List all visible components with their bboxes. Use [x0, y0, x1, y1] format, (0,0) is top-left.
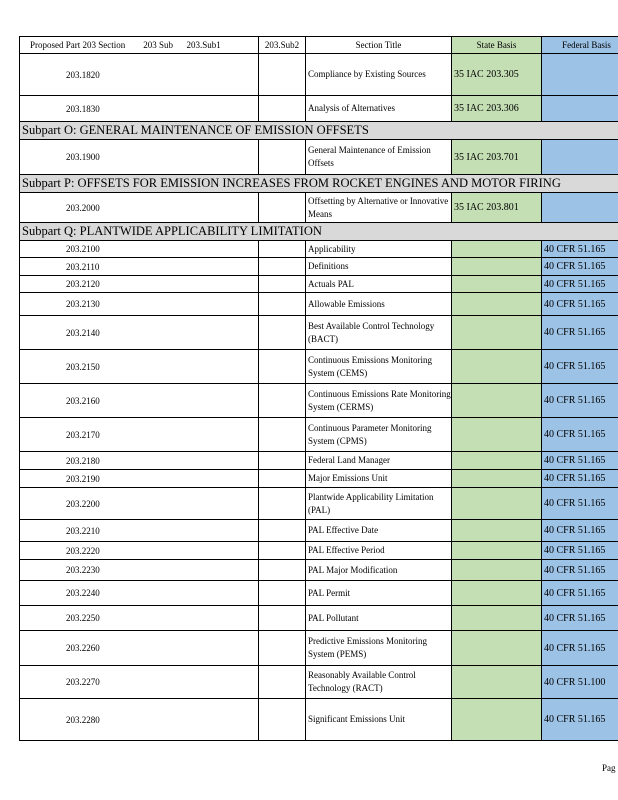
sub2-cell [259, 699, 306, 741]
section-number: 203.2280 [20, 699, 259, 741]
table-row [20, 488, 618, 520]
section-number: 203.2000 [20, 193, 259, 223]
federal-basis: 40 CFR 51.165 [542, 350, 618, 384]
table-row [20, 293, 618, 316]
sub2-cell [259, 606, 306, 631]
section-title: PAL Effective Period [306, 542, 452, 560]
state-basis [452, 520, 542, 542]
section-number: 203.2160 [20, 384, 259, 418]
state-basis [452, 241, 542, 258]
section-title: PAL Pollutant [306, 606, 452, 631]
header-federal-basis: Federal Basis [542, 37, 618, 54]
sub2-cell [259, 631, 306, 666]
table-row [20, 606, 618, 631]
section-number: 203.2110 [20, 258, 259, 276]
sub2-cell [259, 470, 306, 488]
section-title: Allowable Emissions [306, 293, 452, 316]
federal-basis: 40 CFR 51.165 [542, 488, 618, 520]
header-row [20, 37, 618, 54]
section-title: Plantwide Applicability Limitation (PAL) [306, 488, 452, 520]
section-number: 203.2190 [20, 470, 259, 488]
sub2-cell [259, 96, 306, 122]
federal-basis: 40 CFR 51.165 [542, 560, 618, 581]
sub2-cell [259, 316, 306, 350]
federal-basis: 40 CFR 51.165 [542, 241, 618, 258]
federal-basis: 40 CFR 51.165 [542, 699, 618, 741]
sub2-cell [259, 581, 306, 606]
table-row [20, 258, 618, 276]
section-number: 203.1830 [20, 96, 259, 122]
section-number: 203.2100 [20, 241, 259, 258]
sub2-cell [259, 452, 306, 470]
section-number: 203.2200 [20, 488, 259, 520]
section-number: 203.1900 [20, 140, 259, 175]
section-number: 203.2140 [20, 316, 259, 350]
section-number: 203.2210 [20, 520, 259, 542]
federal-basis [542, 193, 618, 223]
state-basis [452, 293, 542, 316]
table-row [20, 452, 618, 470]
state-basis [452, 631, 542, 666]
sub2-cell [259, 542, 306, 560]
table-row [20, 384, 618, 418]
federal-basis: 40 CFR 51.165 [542, 418, 618, 452]
section-title: Continuous Parameter Monitoring System (CPMS) [306, 418, 452, 452]
page-label: Pag [602, 763, 616, 773]
table-row [20, 54, 618, 96]
section-title: Analysis of Alternatives [306, 96, 452, 122]
section-title: Continuous Emissions Monitoring System (CEMS) [306, 350, 452, 384]
federal-basis: 40 CFR 51.165 [542, 452, 618, 470]
section-title: Federal Land Manager [306, 452, 452, 470]
federal-basis: 40 CFR 51.165 [542, 520, 618, 542]
section-number: 203.2240 [20, 581, 259, 606]
federal-basis [542, 140, 618, 175]
state-basis [452, 470, 542, 488]
header-state-basis: State Basis [452, 37, 542, 54]
federal-basis: 40 CFR 51.165 [542, 276, 618, 293]
subpart-row [20, 122, 618, 140]
section-number: 203.2270 [20, 666, 259, 699]
sub2-cell [259, 276, 306, 293]
table-row [20, 316, 618, 350]
table-row [20, 699, 618, 741]
table-row [20, 276, 618, 293]
state-basis: 35 IAC 203.305 [452, 54, 542, 96]
table-row [20, 542, 618, 560]
section-number: 203.2180 [20, 452, 259, 470]
section-number: 203.2120 [20, 276, 259, 293]
table-row [20, 96, 618, 122]
table-row [20, 418, 618, 452]
federal-basis: 40 CFR 51.165 [542, 542, 618, 560]
section-title: Actuals PAL [306, 276, 452, 293]
table-row [20, 193, 618, 223]
table-row [20, 581, 618, 606]
federal-basis: 40 CFR 51.165 [542, 384, 618, 418]
section-number: 203.2220 [20, 542, 259, 560]
federal-basis: 40 CFR 51.100 [542, 666, 618, 699]
table-row [20, 520, 618, 542]
sub2-cell [259, 560, 306, 581]
header-sub2: 203.Sub2 [259, 37, 306, 54]
state-basis [452, 384, 542, 418]
state-basis [452, 452, 542, 470]
section-number: 203.2230 [20, 560, 259, 581]
federal-basis: 40 CFR 51.165 [542, 606, 618, 631]
sub2-cell [259, 488, 306, 520]
federal-basis [542, 96, 618, 122]
sub2-cell [259, 350, 306, 384]
federal-basis: 40 CFR 51.165 [542, 470, 618, 488]
section-title: Reasonably Available Control Technology (RACT) [306, 666, 452, 699]
state-basis: 35 IAC 203.701 [452, 140, 542, 175]
section-title: Compliance by Existing Sources [306, 54, 452, 96]
section-title: PAL Permit [306, 581, 452, 606]
sub2-cell [259, 418, 306, 452]
header-title: Section Title [306, 37, 452, 54]
section-number: 203.2130 [20, 293, 259, 316]
sub2-cell [259, 193, 306, 223]
section-title: Applicability [306, 241, 452, 258]
sub2-cell [259, 140, 306, 175]
section-title: Definitions [306, 258, 452, 276]
table-row [20, 560, 618, 581]
table-row [20, 470, 618, 488]
state-basis [452, 560, 542, 581]
table-row [20, 140, 618, 175]
state-basis [452, 666, 542, 699]
sub2-cell [259, 384, 306, 418]
table-row [20, 350, 618, 384]
state-basis: 35 IAC 203.801 [452, 193, 542, 223]
section-number: 203.2170 [20, 418, 259, 452]
section-number: 203.2150 [20, 350, 259, 384]
header-section: Proposed Part 203 Section 203 Sub 203.Sub1 [20, 37, 259, 54]
state-basis [452, 276, 542, 293]
state-basis [452, 699, 542, 741]
sub2-cell [259, 258, 306, 276]
section-title: PAL Effective Date [306, 520, 452, 542]
subpart-row [20, 175, 618, 193]
section-title: General Maintenance of Emission Offsets [306, 140, 452, 175]
state-basis [452, 606, 542, 631]
federal-basis: 40 CFR 51.165 [542, 293, 618, 316]
state-basis [452, 316, 542, 350]
sub2-cell [259, 293, 306, 316]
section-title: Significant Emissions Unit [306, 699, 452, 741]
subpart-heading: Subpart O: GENERAL MAINTENANCE OF EMISSION OFFSETS [20, 122, 618, 140]
section-title: Best Available Control Technology (BACT) [306, 316, 452, 350]
section-title: Offsetting by Alternative or Innovative Means [306, 193, 452, 223]
table-row [20, 631, 618, 666]
state-basis [452, 350, 542, 384]
federal-basis: 40 CFR 51.165 [542, 581, 618, 606]
section-title: Predictive Emissions Monitoring System (PEMS) [306, 631, 452, 666]
state-basis [452, 581, 542, 606]
section-title: Continuous Emissions Rate Monitoring System (CERMS) [306, 384, 452, 418]
sections-table [19, 36, 618, 741]
federal-basis: 40 CFR 51.165 [542, 631, 618, 666]
table-row [20, 241, 618, 258]
federal-basis [542, 54, 618, 96]
section-number: 203.1820 [20, 54, 259, 96]
sub2-cell [259, 241, 306, 258]
federal-basis: 40 CFR 51.165 [542, 316, 618, 350]
section-number: 203.2250 [20, 606, 259, 631]
subpart-heading: Subpart P: OFFSETS FOR EMISSION INCREASES FROM ROCKET ENGINES AND MOTOR FIRING [20, 175, 618, 193]
state-basis [452, 258, 542, 276]
federal-basis: 40 CFR 51.165 [542, 258, 618, 276]
state-basis [452, 418, 542, 452]
sub2-cell [259, 666, 306, 699]
subpart-heading: Subpart Q: PLANTWIDE APPLICABILITY LIMITATION [20, 223, 618, 241]
state-basis: 35 IAC 203.306 [452, 96, 542, 122]
subpart-row [20, 223, 618, 241]
sub2-cell [259, 54, 306, 96]
state-basis [452, 542, 542, 560]
sub2-cell [259, 520, 306, 542]
state-basis [452, 488, 542, 520]
table-row [20, 666, 618, 699]
section-title: Major Emissions Unit [306, 470, 452, 488]
section-number: 203.2260 [20, 631, 259, 666]
section-title: PAL Major Modification [306, 560, 452, 581]
